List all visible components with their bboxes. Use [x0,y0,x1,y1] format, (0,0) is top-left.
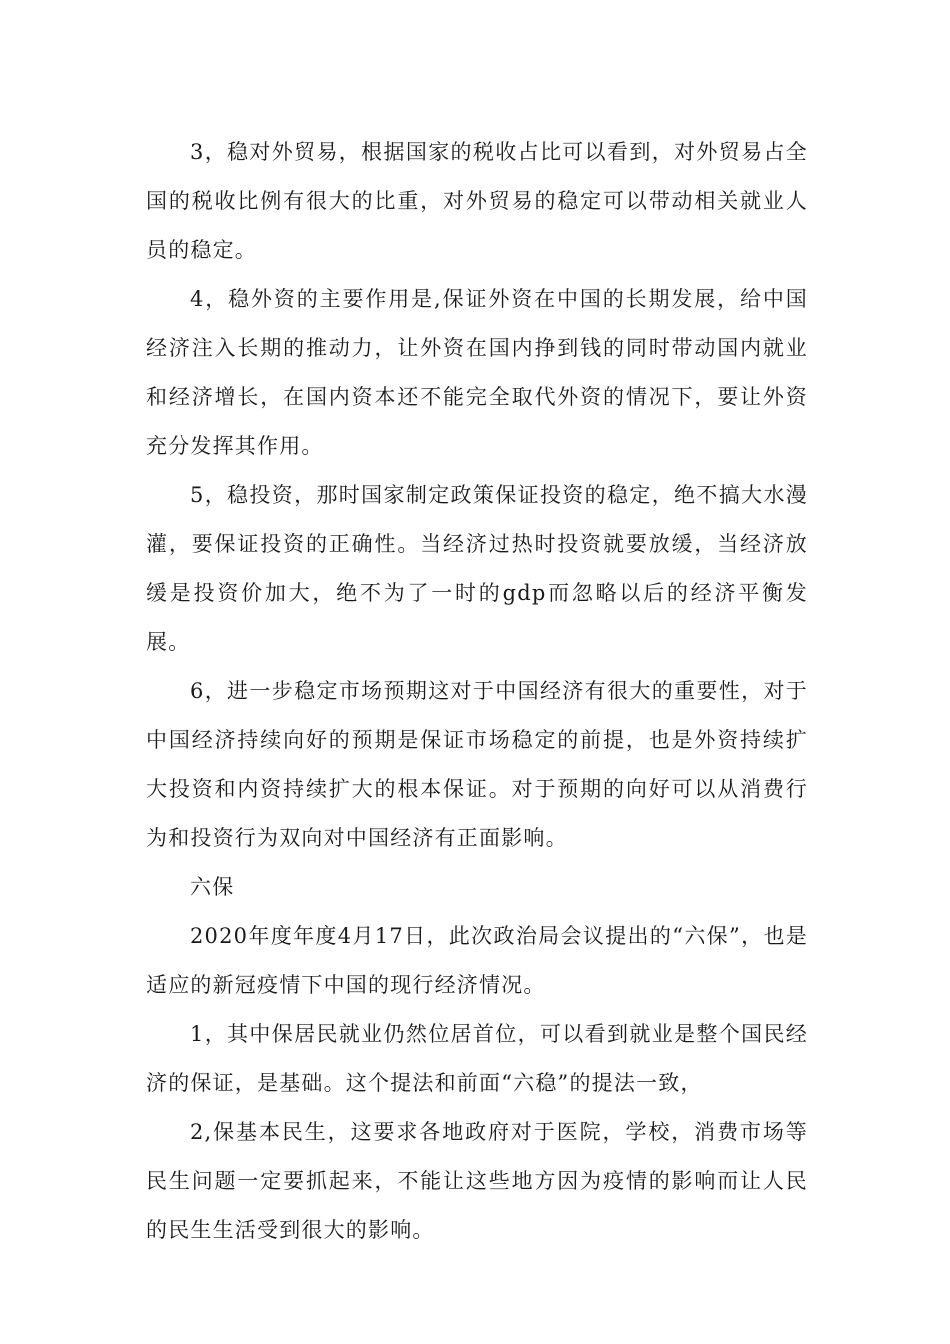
paragraph-guarantee-employment: 1，其中保居民就业仍然位居首位，可以看到就业是整个国民经济的保证，是基础。这个提法和前面“六稳”的提法一致， [146,1022,808,1095]
paragraph-stabilize-foreign-investment: 4，稳外资的主要作用是,保证外资在中国的长期发展，给中国经济注入长期的推动力，让外资在国内挣到钱的同时带动国内就业和经济增长，在国内资本还不能完全取代外资的情况下，要让外资充分发挥其作用。 [146,287,808,458]
paragraph-stabilize-expectations: 6，进一步稳定市场预期这对于中国经济有很大的重要性，对于中国经济持续向好的预期是保证市场稳定的前提，也是外资持续扩大投资和内资持续扩大的根本保证。对于预期的向好可以从消费行为和投资行为双向对中国经济有正面影响。 [146,679,808,850]
paragraph-six-guarantees-intro: 2020年度年度4月17日，此次政治局会议提出的“六保”，也是适应的新冠疫情下中国的现行经济情况。 [146,924,808,997]
paragraph-stabilize-investment: 5，稳投资，那时国家制定政策保证投资的稳定，绝不搞大水漫灌，要保证投资的正确性。当经济过热时投资就要放缓，当经济放缓是投资价加大，绝不为了一时的gdp而忽略以后的经济平衡发展。 [146,483,808,654]
document-body [146,128,808,1255]
paragraph-stabilize-trade: 3，稳对外贸易，根据国家的税收占比可以看到，对外贸易占全国的税收比例有很大的比重，对外贸易的稳定可以带动相关就业人员的稳定。 [146,140,808,262]
section-heading-six-guarantees: 六保 [190,875,235,899]
paragraph-guarantee-livelihood: 2,保基本民生，这要求各地政府对于医院，学校，消费市场等民生问题一定要抓起来，不能让这些地方因为疫情的影响而让人民的民生生活受到很大的影响。 [146,1120,808,1242]
